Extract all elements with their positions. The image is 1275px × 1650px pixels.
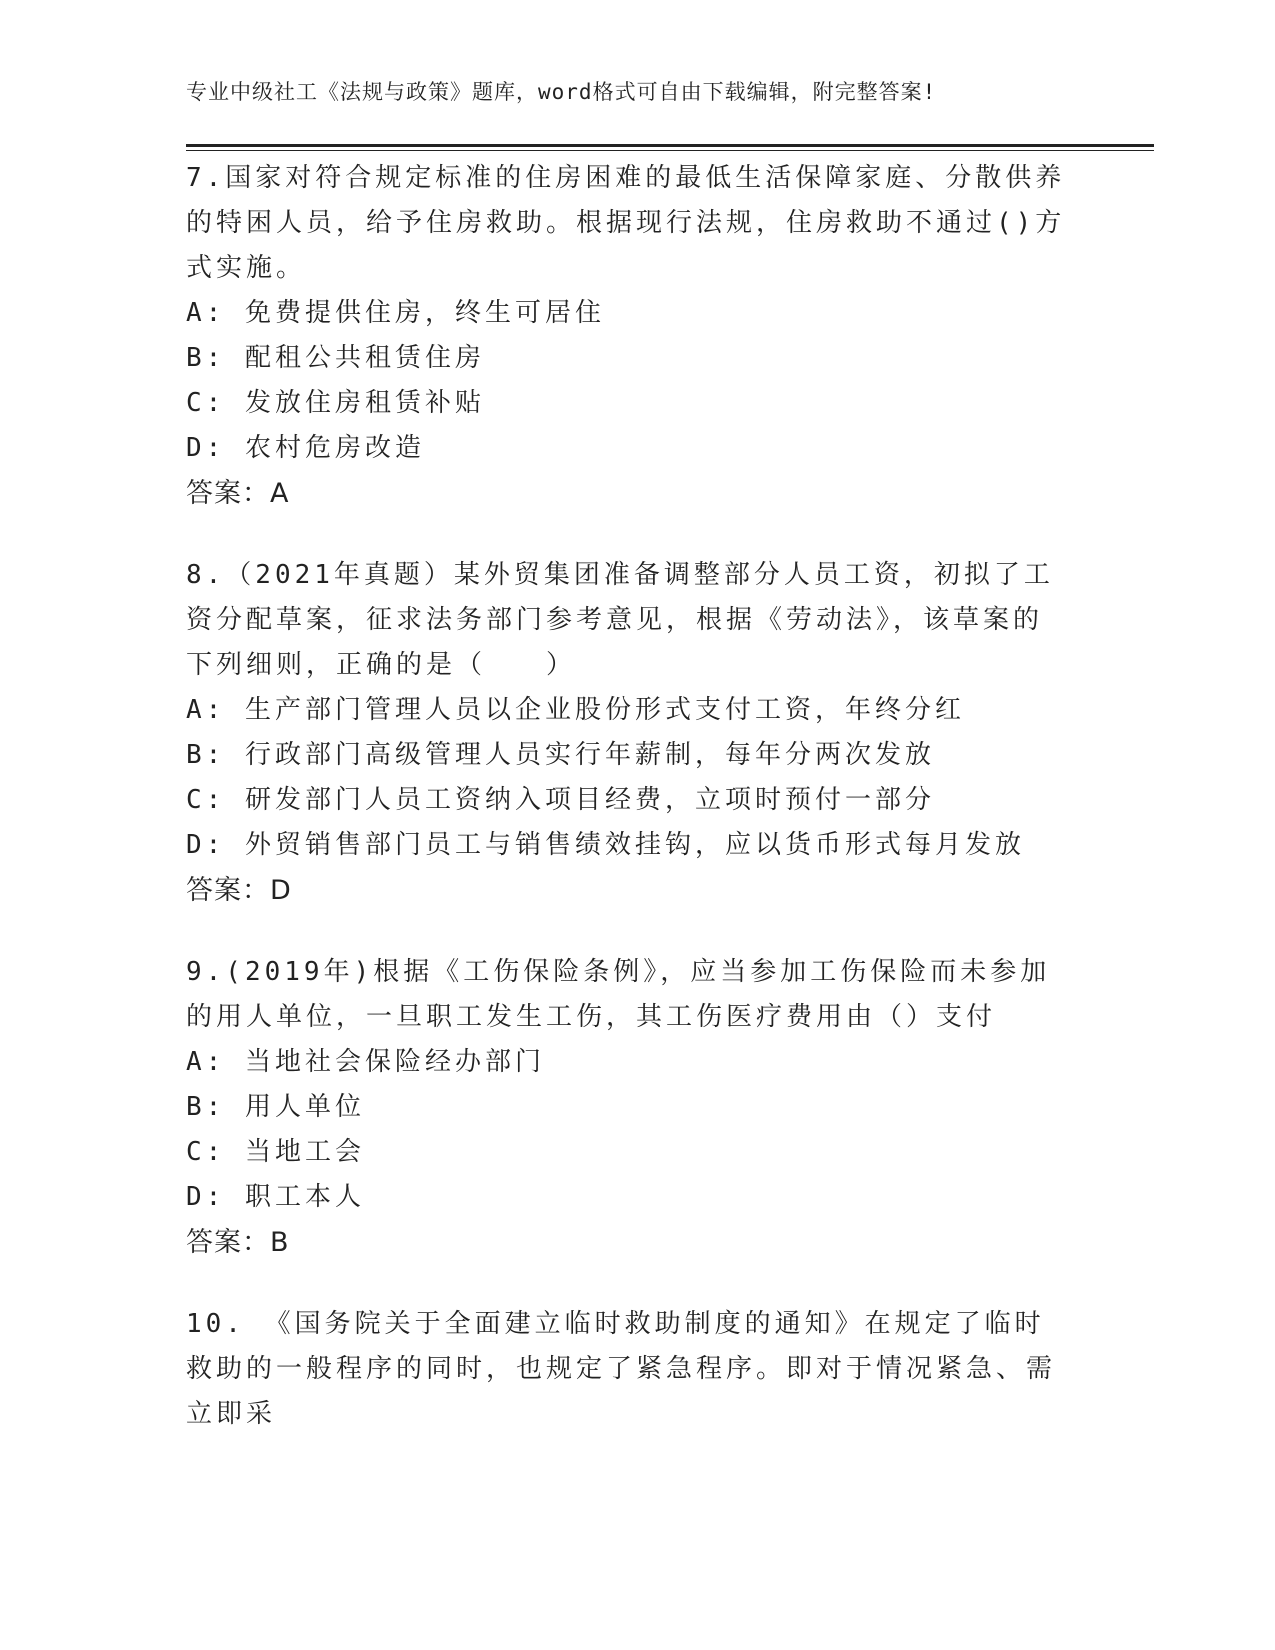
question-list: [186, 156, 1066, 1473]
option-b: B: 行政部门高级管理人员实行年薪制，每年分两次发放: [186, 740, 935, 770]
option-a: A: 生产部门管理人员以企业股份形式支付工资，年终分红: [186, 695, 965, 725]
answer-line: 答案：A: [186, 478, 290, 509]
question-stem: 7.国家对符合规定标准的住房困难的最低生活保障家庭、分散供养的特困人员，给予住房救助。根据现行法规，住房救助不通过()方式实施。: [186, 163, 1066, 283]
question-10: [186, 1302, 1066, 1437]
page-header: 专业中级社工《法规与政策》题库，word格式可自由下载编辑，附完整答案!: [186, 80, 937, 104]
option-c: C: 研发部门人员工资纳入项目经费，立项时预付一部分: [186, 785, 935, 815]
option-b: B: 配租公共租赁住房: [186, 343, 485, 373]
option-a: A: 免费提供住房，终生可居住: [186, 298, 605, 328]
question-8: [186, 553, 1066, 914]
option-d: D: 职工本人: [186, 1182, 365, 1212]
question-stem: 9.(2019年)根据《工伤保险条例》，应当参加工伤保险而未参加的用人单位，一旦职工发生工伤，其工伤医疗费用由（）支付: [186, 957, 1051, 1032]
option-c: C: 当地工会: [186, 1137, 365, 1167]
question-9: [186, 950, 1066, 1266]
question-stem: 8.（2021年真题）某外贸集团准备调整部分人员工资，初拟了工资分配草案，征求法务部门参考意见，根据《劳动法》，该草案的下列细则，正确的是（ ）: [186, 560, 1054, 680]
option-b: B: 用人单位: [186, 1092, 365, 1122]
answer-line: 答案：B: [186, 1227, 290, 1258]
option-c: C: 发放住房租赁补贴: [186, 388, 485, 418]
header-rule-thin: [186, 150, 1154, 151]
option-d: D: 外贸销售部门员工与销售绩效挂钩，应以货币形式每月发放: [186, 830, 1025, 860]
question-7: [186, 156, 1066, 517]
option-d: D: 农村危房改造: [186, 433, 425, 463]
answer-line: 答案：D: [186, 875, 292, 906]
header-rule-thick: [186, 144, 1154, 147]
option-a: A: 当地社会保险经办部门: [186, 1047, 545, 1077]
question-stem: 10. 《国务院关于全面建立临时救助制度的通知》在规定了临时救助的一般程序的同时，也规定了紧急程序。即对于情况紧急、需立即采: [186, 1309, 1057, 1429]
